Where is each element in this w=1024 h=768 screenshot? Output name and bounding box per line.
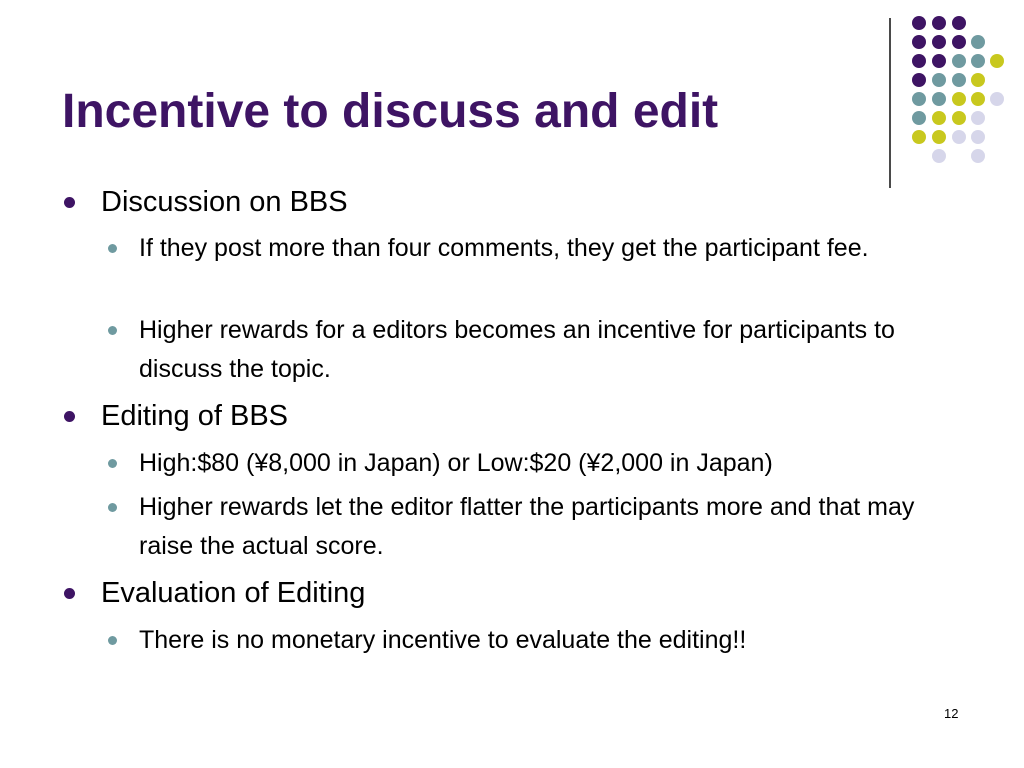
decorative-dot [971, 130, 985, 144]
decorative-dot [952, 54, 966, 68]
bullet-item: Discussion on BBS [101, 186, 348, 218]
slide-title: Incentive to discuss and edit [62, 85, 719, 138]
decorative-dot [932, 130, 946, 144]
decorative-dot [952, 130, 966, 144]
decorative-dot [912, 130, 926, 144]
sub-bullet-item: High:$80 (¥8,000 in Japan) or Low:$20 (¥2,000 in Japan) [139, 449, 773, 477]
sub-bullet-marker [108, 244, 117, 253]
sub-bullet-item: If they post more than four comments, they get the participant fee. [139, 234, 869, 262]
decorative-dot [971, 149, 985, 163]
decorative-dot [932, 92, 946, 106]
decorative-dot [932, 73, 946, 87]
decorative-dot [952, 92, 966, 106]
sub-bullet-item: There is no monetary incentive to evaluate the editing!! [139, 626, 747, 654]
bullet-item: Editing of BBS [101, 400, 288, 432]
decorative-dot [971, 111, 985, 125]
sub-bullet-marker [108, 459, 117, 468]
decorative-dot [952, 73, 966, 87]
decorative-dot [932, 111, 946, 125]
decorative-dot [932, 35, 946, 49]
decorative-dot [912, 92, 926, 106]
decorative-dot [912, 73, 926, 87]
decorative-dot [932, 149, 946, 163]
decorative-dot [971, 35, 985, 49]
bullet-marker [64, 411, 75, 422]
title-divider-line [889, 18, 891, 188]
decorative-dot [952, 16, 966, 30]
bullet-marker [64, 588, 75, 599]
sub-bullet-item: Higher rewards for a editors becomes an incentive for participants to discuss the topic. [139, 316, 895, 383]
decorative-dot [932, 16, 946, 30]
decorative-dot [971, 73, 985, 87]
bullet-item: Evaluation of Editing [101, 577, 366, 609]
decorative-dot [990, 54, 1004, 68]
sub-bullet-marker [108, 636, 117, 645]
sub-bullet-marker [108, 326, 117, 335]
decorative-dot [912, 111, 926, 125]
decorative-dot [990, 92, 1004, 106]
decorative-dot [952, 111, 966, 125]
decorative-dot [912, 35, 926, 49]
decorative-dot [971, 92, 985, 106]
decorative-dot [912, 16, 926, 30]
decorative-dot [952, 35, 966, 49]
decorative-dot [932, 54, 946, 68]
page-number: 12 [944, 706, 959, 721]
decorative-dot [971, 54, 985, 68]
sub-bullet-marker [108, 503, 117, 512]
sub-bullet-item: Higher rewards let the editor flatter the participants more and that may raise the actual score. [139, 493, 915, 560]
bullet-marker [64, 197, 75, 208]
decorative-dot [912, 54, 926, 68]
